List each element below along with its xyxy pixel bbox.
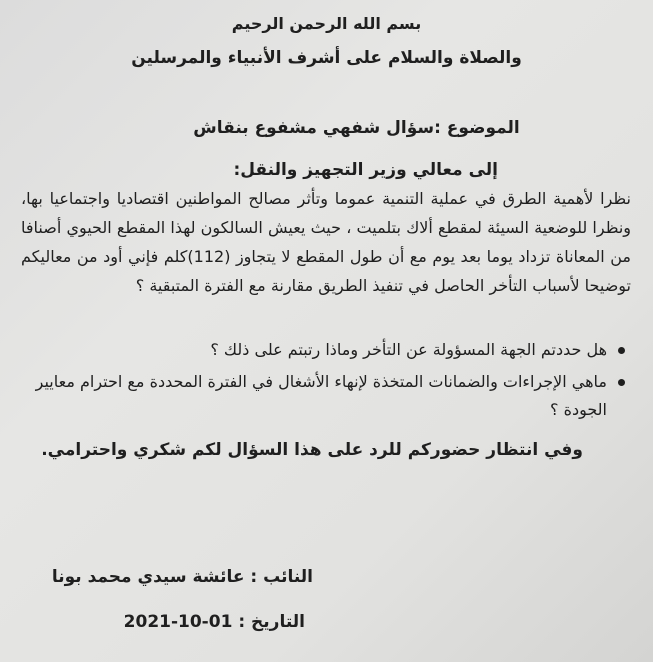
date-label: التاريخ : [238,612,305,632]
date-value: 2021-10-01 [123,612,233,632]
deputy-signature: النائب : عائشة سيدي محمد بونا [51,567,313,587]
addressee-line: إلى معالي وزير التجهيز والنقل: [233,160,498,180]
question-list [31,336,631,428]
question-text: ماهي الإجراءات والضمانات المتخذة لإنهاء الأشغال في الفترة المحددة مع احترام معايير الجودة ؟ [35,372,607,419]
bullet-icon [618,379,625,386]
question-text: هل حددتم الجهة المسؤولة عن التأخر وماذا رتبتم على ذلك ؟ [210,340,607,359]
date-line [124,612,305,632]
list-item [31,336,631,364]
basmala-line: بسم الله الرحمن الرحيم [231,14,422,33]
subject-line: الموضوع :سؤال شفهي مشفوع بنقاش [193,118,520,138]
bullet-icon [618,347,625,354]
body-paragraph: نظرا لأهمية الطرق في عملية التنمية عموما وتأثر مصالح المواطنين اقتصاديا واجتماعيا بها، ونظرا للوضعية السيئة لمقطع ألاك بتلميت ، حيث يعيش السالكون لهذا المقطع الحيوي أصنافا من المعاناة تزداد يوما بعد يوم مع أن طول المقطع لا يتجاوز (112)كلم فإني أود من معاليكم توضيحا لأسباب التأخر الحاصل في تنفيذ الطريق مقارنة مع الفترة المتبقية ؟ [21,189,632,295]
salat-line: والصلاة والسلام على أشرف الأنبياء والمرسلين [131,48,522,68]
list-item [31,368,631,424]
closing-line: وفي انتظار حضوركم للرد على هذا السؤال لكم شكري واحترامي. [41,440,583,460]
